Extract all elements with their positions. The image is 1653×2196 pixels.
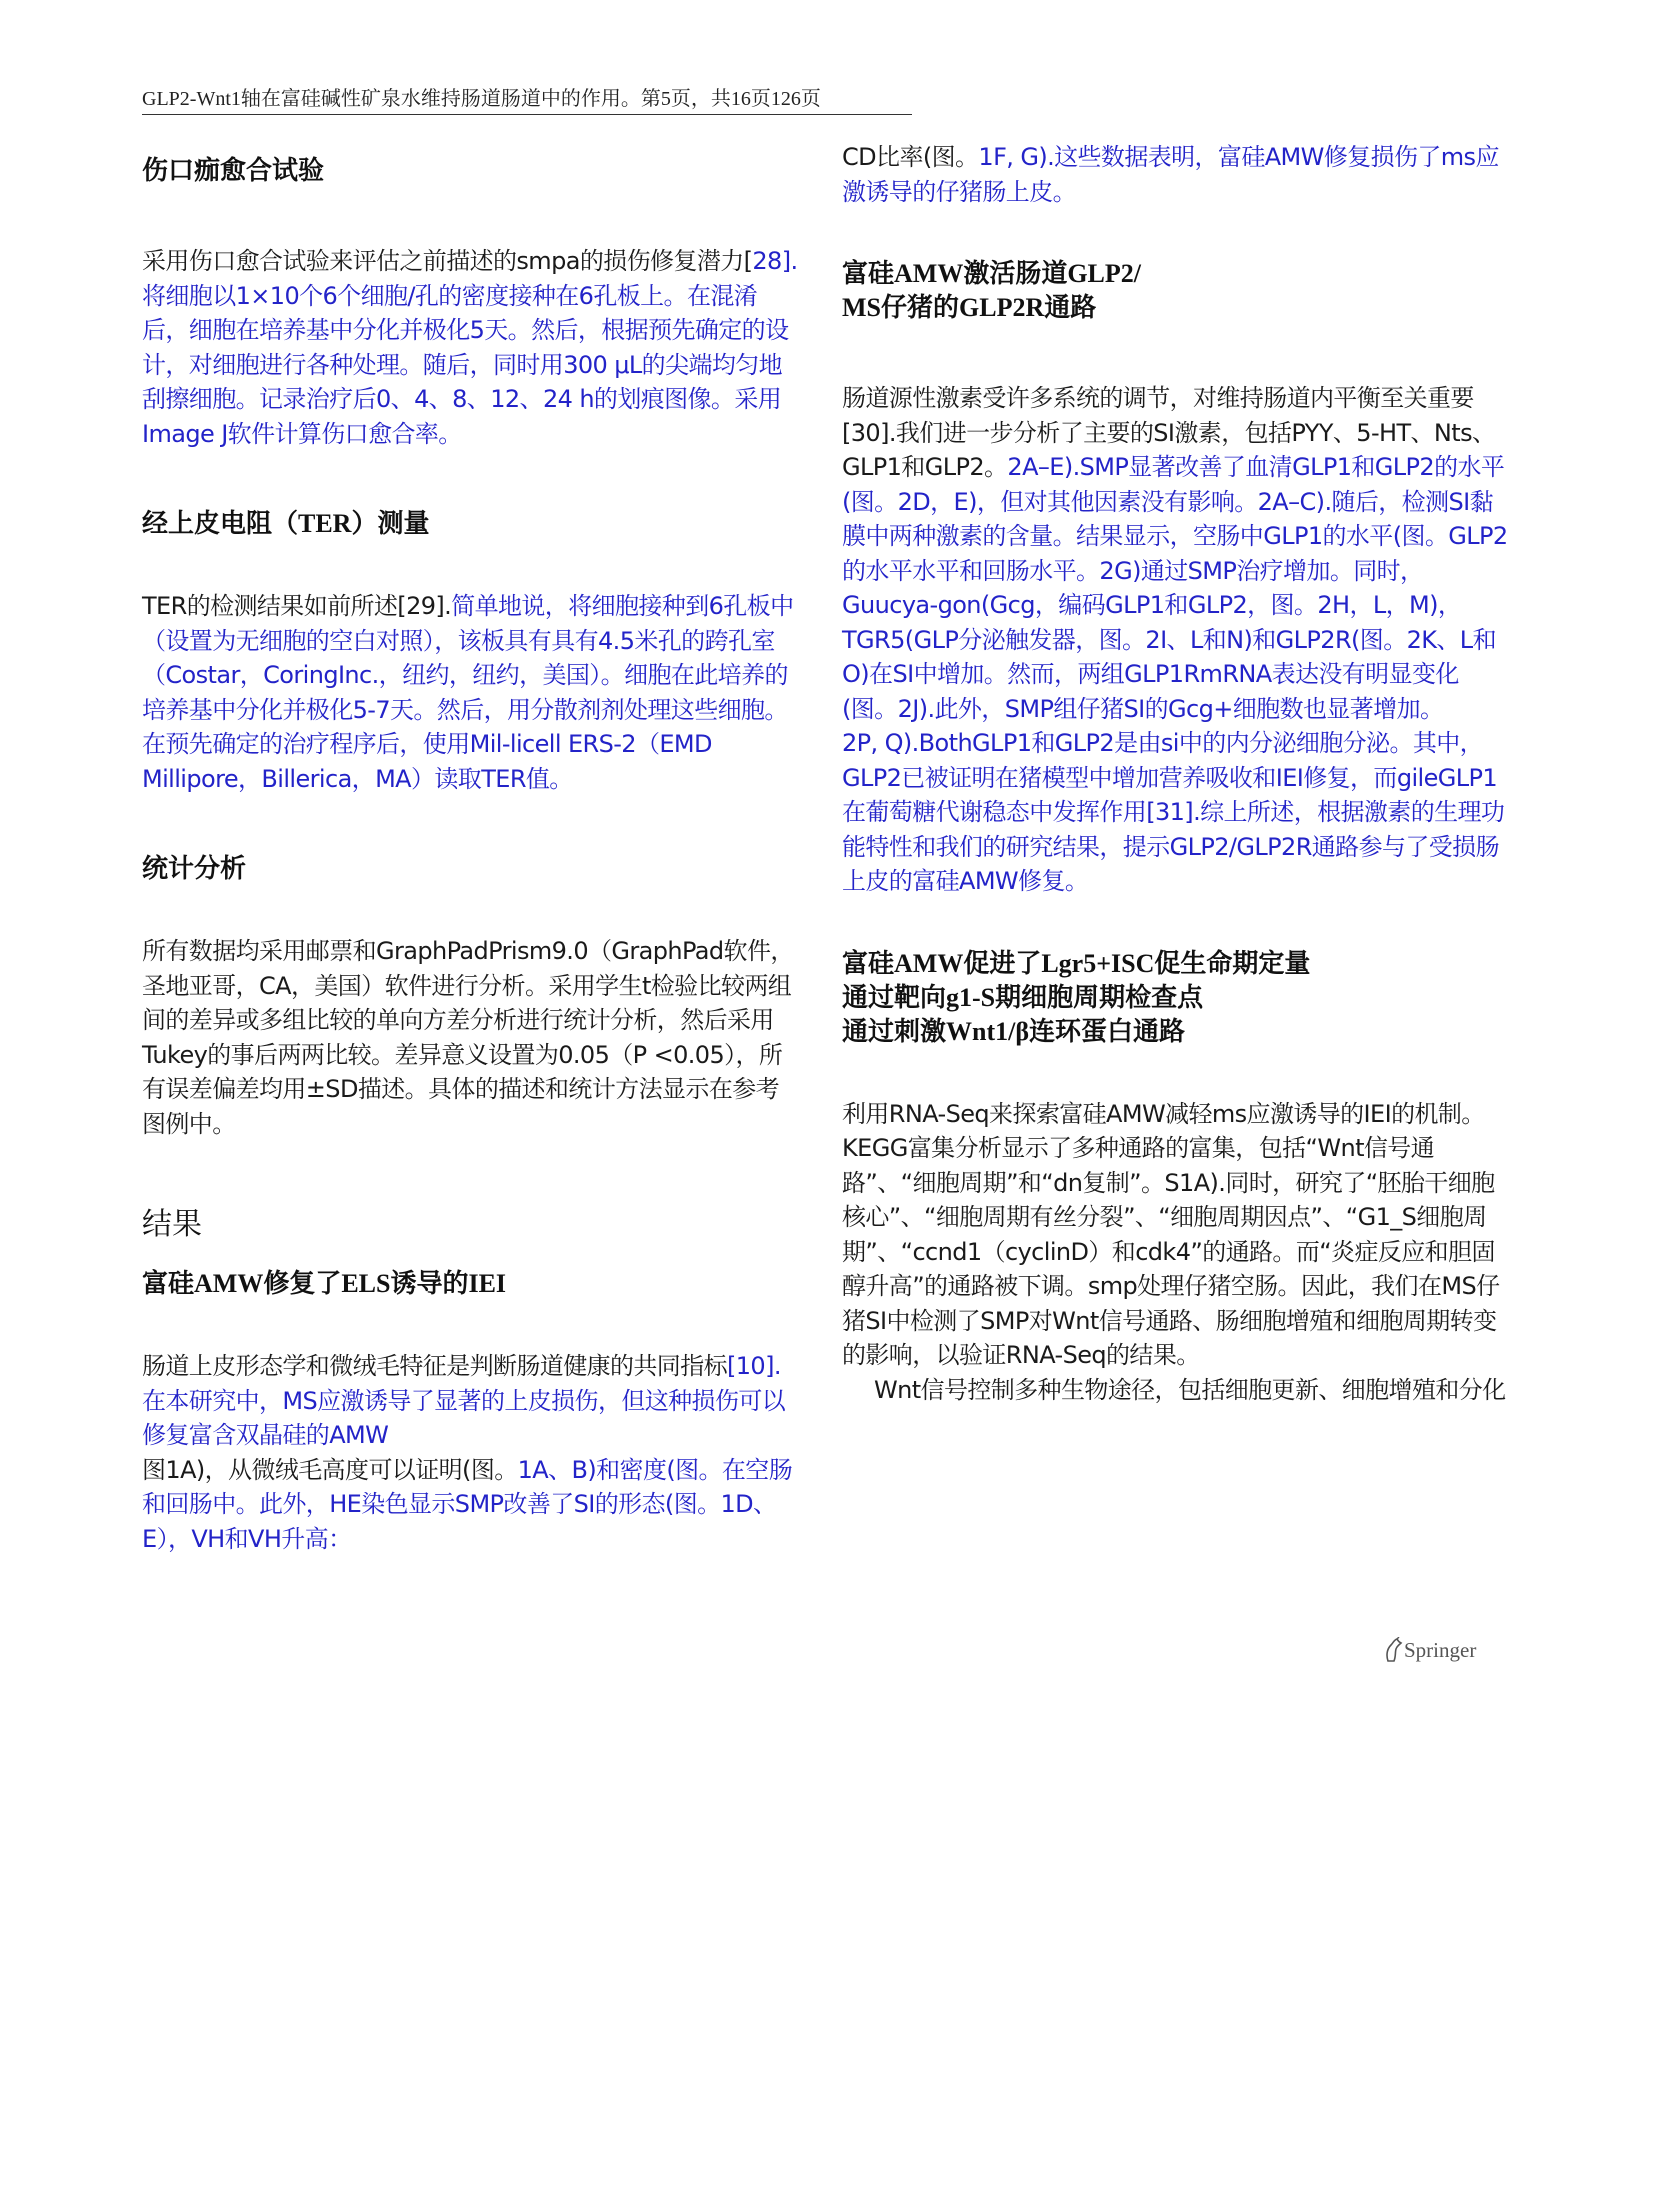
results-heading: 结果: [142, 1207, 202, 1242]
left-column: [142, 140, 802, 1556]
section-title-statistics: 统计分析: [142, 854, 247, 883]
publisher-logo: [1382, 1634, 1502, 1666]
running-header: GLP2-Wnt1轴在富硅碱性矿泉水维持肠道肠道中的作用。第5页，共16页126页: [142, 86, 912, 115]
paragraph-wnt: Wnt信号控制多种生物途径，包括细胞更新、细胞增殖和分化: [874, 1375, 1506, 1404]
section-title-lgr5-line3: 通过刺激Wnt1/β连环蛋白通路: [842, 1016, 1186, 1046]
paragraph-rnaseq: 利用RNA-Seq来探索富硅AMW减轻ms应激诱导的IEI的机制。KEGG富集分析显示了多种通路的富集，包括“Wnt信号通路”、“细胞周期”和“dn复制”。S1A).同时，研究了“胚胎干细胞核心”、“细胞周期有丝分裂”、“细胞周期因点”、“G1_S细胞周期”、“ccnd1（cyclinD）和cdk4”的通路。而“炎症反应和胆固醇升高”的通路被下调。smp处理仔猪空肠。因此，我们在MS仔猪SI中检测了SMP对Wnt信号通路、肠细胞增殖和细胞周期转变的影响，以验证RNA-Seq的结果。: [842, 1099, 1500, 1369]
paragraph-ter: [142, 589, 802, 796]
springer-horse-icon: [1382, 1637, 1404, 1663]
text-run: 图1A)，从微绒毛高度可以证明(图。: [142, 1455, 518, 1484]
text-run-link: [10].在本研究中，MS应激诱导了显著的上皮损伤，但这种损伤可以修复富含双晶硅的AMW: [142, 1352, 786, 1449]
text-run-link: 2A–E).SMP显著改善了血清GLP1和GLP2的水平(图。2D，E)，但对其他因素没有影响。2A–C).随后，检测SI黏膜中两种激素的含量。结果显示，空肠中GLP1的水平(图。GLP2的水平水平和回肠水平。2G)通过SMP治疗增加。同时，Guucya-gon(Gcg，编码GLP1和GLP2，图。2H，L，M)，TGR5(GLP分泌触发器，图。2I、L和N)和GLP2R(图。2K、L和O)在SI中增加。然而，两组GLP1RmRNA表达没有明显变化(图。2J).此外，SMP组仔猪SI的Gcg+细胞数也显著增加。 2P, Q).BothGLP1和GLP2是由si中的内分泌细胞分泌。其中，GLP2已被证明在猪模型中增加营养吸收和IEI修复，而gileGLP1在葡萄糖代谢稳态中发挥作用[31].综上所述，根据激素的生理功能特性和我们的研究结果，提示GLP2/GLP2R通路参与了受损肠上皮的富硅AMW修复。: [842, 453, 1508, 895]
paragraph-iei-repair-cont: [142, 1453, 802, 1557]
paragraph-glp2: [842, 381, 1510, 899]
text-run: TER的检测结果如前所述[29].: [142, 592, 452, 620]
paragraph-wound-healing: [142, 244, 802, 451]
section-title-lgr5-line2: 通过靶向g1-S期细胞周期检查点: [842, 982, 1204, 1012]
text-run: CD比率(图。: [842, 143, 979, 171]
text-run-link: 28].将细胞以1×10个6个细胞/孔的密度接种在6孔板上。在混淆后，细胞在培养基中分化并极化5天。然后，根据预先确定的设计，对细胞进行各种处理。随后，同时用300 μL的尖端均匀地刮擦细胞。记录治疗后0、4、8、12、24 h的划痕图像。采用Image J软件计算伤口愈合率。: [142, 247, 798, 448]
section-title-glp2-line1: 富硅AMW激活肠道GLP2/: [842, 259, 1141, 288]
paragraph-cd-ratio: [842, 140, 1510, 209]
section-title-ter: 经上皮电阻（TER）测量: [142, 509, 430, 538]
section-title-wound-healing: 伤口痂愈合试验: [142, 156, 325, 185]
text-run-link: 简单地说，将细胞接种到6孔板中（设置为无细胞的空白对照），该板具有具有4.5米孔的跨孔室（Costar，CoringInc.，纽约，纽约，美国）。细胞在此培养的培养基中分化并极化5-7天。然后，用分散剂剂处理这些细胞。在预先确定的治疗程序后，使用Mil-licell ERS-2（EMD Millipore，Billerica，MA）读取TER值。: [142, 592, 794, 793]
section-title-iei-repair: 富硅AMW修复了ELS诱导的IEI: [142, 1269, 507, 1298]
paragraph-iei-repair: [142, 1349, 802, 1453]
text-run: 肠道上皮形态学和微绒毛特征是判断肠道健康的共同指标: [142, 1352, 727, 1380]
text-run-link: 1F, G).这些数据表明，富硅AMW修复损伤了ms应激诱导的仔猪肠上皮。: [842, 143, 1499, 206]
text-run: 采用伤口愈合试验来评估之前描述的smpa的损伤修复潜力[: [142, 247, 753, 275]
text-run: 肠道源性激素受许多系统的调节，对维持肠道内平衡至关重要[30].我们进一步分析了主要的SI激素，包括PYY、5-HT、Nts、GLP1和GLP2。: [842, 384, 1496, 481]
paragraph-statistics: 所有数据均采用邮票和GraphPadPrism9.0（GraphPad软件，圣地亚哥，CA，美国）软件进行分析。采用学生t检验比较两组间的差异或多组比较的单向方差分析进行统计分析，然后采用Tukey的事后两两比较。差异意义设置为0.05（P <0.05），所有误差偏差均用±SD描述。具体的描述和统计方法显示在参考图例中。: [142, 937, 794, 1138]
right-column: [842, 140, 1510, 1407]
section-title-lgr5-line1: 富硅AMW促进了Lgr5+ISC促生命期定量: [842, 948, 1311, 978]
section-title-glp2-line2: MS仔猪的GLP2R通路: [842, 293, 1097, 322]
publisher-name: Springer: [1404, 1637, 1477, 1662]
text-run-link: 1A、B)和密度(图。在空肠和回肠中。此外，HE染色显示SMP改善了SI的形态(图。1D、E），VH和VH升高：: [142, 1455, 793, 1553]
